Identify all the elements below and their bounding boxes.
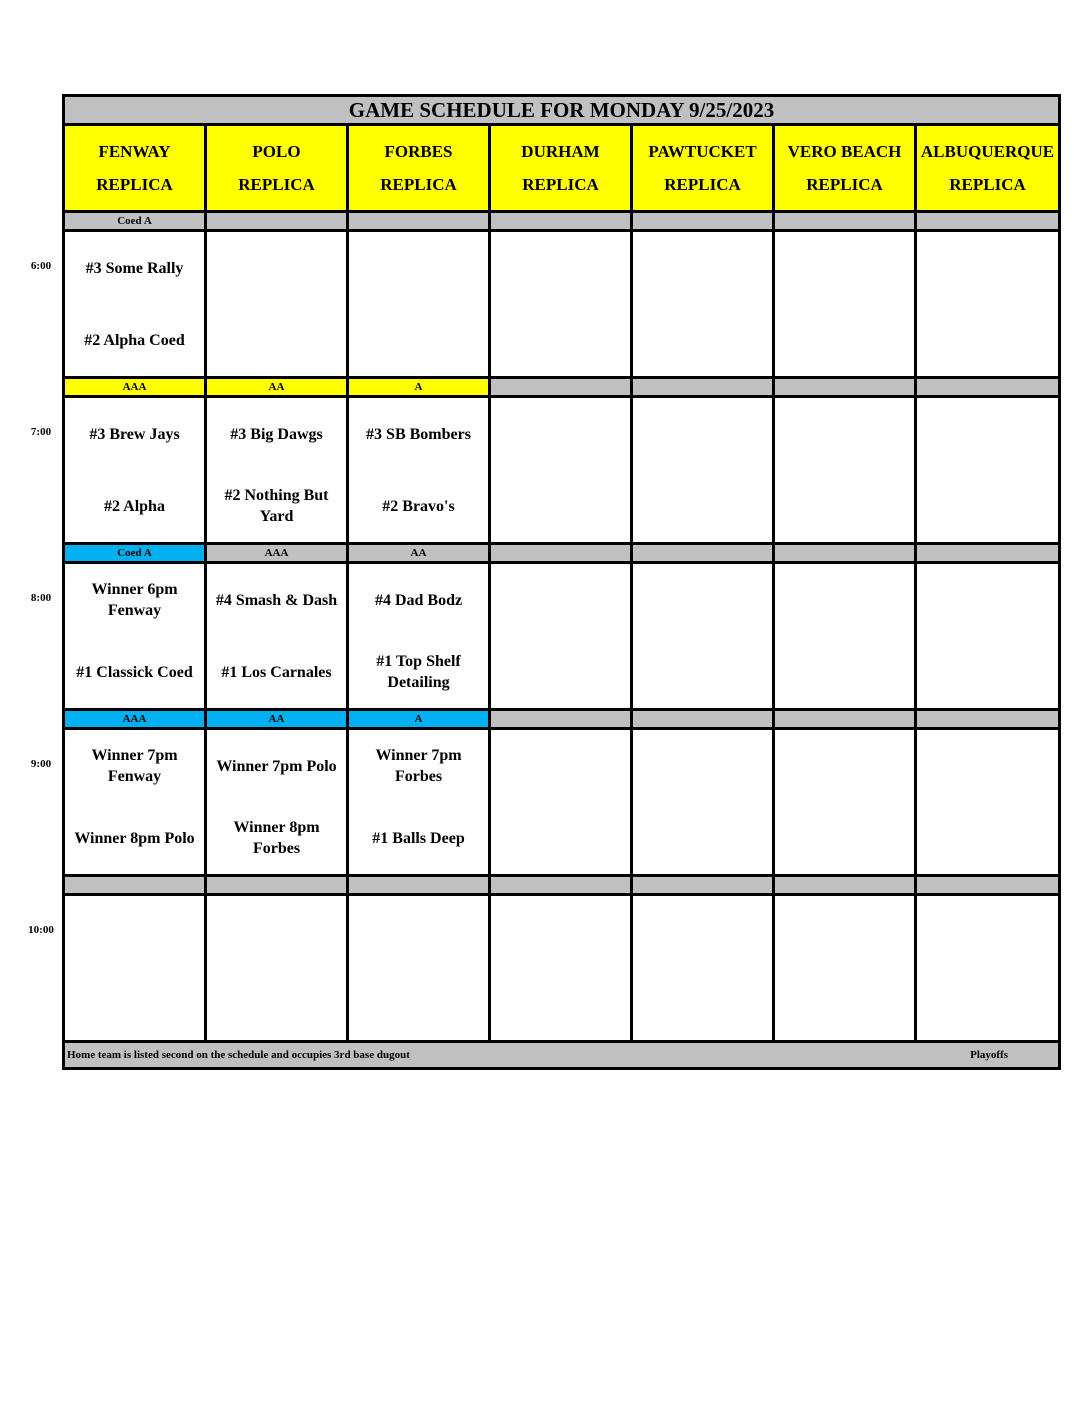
home-team	[209, 304, 344, 376]
division-label: A	[348, 378, 490, 397]
field-header	[490, 125, 632, 212]
home-team: #1 Balls Deep	[372, 829, 465, 847]
game-cell	[916, 563, 1060, 710]
field-type: REPLICA	[380, 175, 457, 194]
home-team	[493, 968, 628, 1040]
home-team	[635, 304, 770, 376]
division-row	[64, 378, 1060, 397]
home-team	[493, 470, 628, 542]
home-team	[635, 968, 770, 1040]
division-row	[64, 876, 1060, 895]
home-team	[777, 968, 912, 1040]
division-label: AAA	[206, 544, 348, 563]
division-label	[490, 544, 632, 563]
away-team	[209, 896, 344, 968]
division-label: AAA	[64, 710, 206, 729]
game-row	[64, 397, 1060, 544]
game-cell	[774, 231, 916, 378]
game-cell	[206, 563, 348, 710]
division-label	[774, 212, 916, 231]
division-label	[916, 378, 1060, 397]
division-label	[206, 876, 348, 895]
game-cell	[64, 397, 206, 544]
away-team	[919, 564, 1056, 636]
home-team: Winner 8pm Forbes	[233, 819, 320, 857]
field-header	[632, 125, 774, 212]
field-header-row	[64, 125, 1060, 212]
game-cell	[348, 231, 490, 378]
division-label	[774, 876, 916, 895]
home-team	[351, 968, 486, 1040]
field-type: REPLICA	[664, 175, 741, 194]
game-cell	[916, 729, 1060, 876]
game-row	[64, 563, 1060, 710]
home-team	[635, 802, 770, 874]
field-header	[64, 125, 206, 212]
game-cell	[206, 397, 348, 544]
home-team	[493, 304, 628, 376]
division-label	[632, 212, 774, 231]
division-label: A	[348, 710, 490, 729]
time-slot-label: 8:00	[30, 592, 52, 605]
division-label	[632, 378, 774, 397]
home-team	[635, 636, 770, 708]
game-cell	[348, 563, 490, 710]
game-cell	[206, 729, 348, 876]
away-team	[919, 730, 1056, 802]
game-cell	[490, 397, 632, 544]
game-cell	[774, 895, 916, 1042]
home-team	[919, 470, 1056, 542]
footer-note: Home team is listed second on the schedule and occupies 3rd base dugout	[67, 1049, 410, 1061]
home-team	[777, 636, 912, 708]
away-team: #4 Smash & Dash	[215, 591, 338, 609]
away-team	[635, 398, 770, 470]
away-team	[635, 896, 770, 968]
game-cell	[490, 729, 632, 876]
game-cell	[774, 729, 916, 876]
away-team: #4 Dad Bodz	[374, 591, 463, 609]
home-team	[919, 636, 1056, 708]
home-team	[635, 470, 770, 542]
game-cell	[206, 231, 348, 378]
division-label	[774, 544, 916, 563]
game-cell	[64, 895, 206, 1042]
schedule-title: GAME SCHEDULE FOR MONDAY 9/25/2023	[64, 96, 1060, 125]
away-team	[919, 398, 1056, 470]
away-team	[493, 398, 628, 470]
field-type: REPLICA	[238, 175, 315, 194]
division-label	[774, 378, 916, 397]
division-label: Coed A	[64, 544, 206, 563]
game-cell	[774, 563, 916, 710]
division-label: AA	[206, 378, 348, 397]
field-name: PAWTUCKET	[648, 142, 757, 161]
away-team	[209, 232, 344, 304]
away-team	[493, 896, 628, 968]
division-label	[916, 212, 1060, 231]
division-row	[64, 710, 1060, 729]
home-team	[493, 802, 628, 874]
title-row	[64, 96, 1060, 125]
game-cell	[348, 729, 490, 876]
home-team	[777, 470, 912, 542]
away-team: Winner 7pm Forbes	[375, 747, 462, 785]
home-team: Winner 8pm Polo	[74, 829, 195, 847]
field-name: POLO	[252, 142, 301, 161]
game-row	[64, 729, 1060, 876]
division-label	[774, 710, 916, 729]
division-row	[64, 544, 1060, 563]
home-team: #2 Nothing But Yard	[224, 487, 329, 525]
home-team: #2 Alpha Coed	[84, 331, 185, 349]
game-cell	[348, 895, 490, 1042]
game-cell	[632, 563, 774, 710]
field-name: ALBUQUERQUE	[920, 142, 1055, 161]
away-team	[351, 896, 486, 968]
away-team	[493, 564, 628, 636]
division-label	[348, 876, 490, 895]
time-slot-label: 6:00	[30, 260, 52, 273]
field-name: VERO BEACH	[787, 142, 902, 161]
schedule-table	[62, 94, 1061, 1070]
away-team	[493, 232, 628, 304]
division-label	[632, 876, 774, 895]
division-label	[916, 710, 1060, 729]
time-slot-label: 7:00	[30, 426, 52, 439]
game-cell	[64, 231, 206, 378]
division-label: AA	[348, 544, 490, 563]
division-label	[916, 544, 1060, 563]
home-team	[919, 802, 1056, 874]
game-cell	[916, 397, 1060, 544]
game-cell	[206, 895, 348, 1042]
field-type: REPLICA	[806, 175, 883, 194]
field-name: FENWAY	[98, 142, 171, 161]
home-team	[919, 968, 1056, 1040]
away-team	[493, 730, 628, 802]
away-team: #3 SB Bombers	[366, 425, 471, 443]
time-slot-label: 9:00	[30, 758, 52, 771]
game-cell	[632, 895, 774, 1042]
away-team	[777, 896, 912, 968]
away-team	[919, 232, 1056, 304]
field-header	[206, 125, 348, 212]
division-label: AA	[206, 710, 348, 729]
field-type: REPLICA	[949, 175, 1026, 194]
division-row	[64, 212, 1060, 231]
away-team	[635, 564, 770, 636]
home-team	[67, 968, 202, 1040]
field-header	[916, 125, 1060, 212]
division-label	[206, 212, 348, 231]
home-team	[493, 636, 628, 708]
division-label	[64, 876, 206, 895]
away-team: #3 Big Dawgs	[230, 425, 323, 443]
footer-cell	[64, 1042, 1060, 1069]
game-cell	[632, 729, 774, 876]
game-cell	[64, 729, 206, 876]
away-team	[919, 896, 1056, 968]
footer-row	[64, 1042, 1060, 1069]
home-team: #1 Los Carnales	[221, 663, 332, 681]
home-team	[209, 968, 344, 1040]
time-slot-label: 10:00	[28, 924, 54, 937]
game-cell	[490, 563, 632, 710]
away-team	[777, 564, 912, 636]
away-team	[351, 232, 486, 304]
division-label	[490, 212, 632, 231]
game-cell	[632, 231, 774, 378]
game-cell	[916, 231, 1060, 378]
home-team: #1 Classick Coed	[76, 663, 193, 681]
division-label	[632, 710, 774, 729]
field-header	[774, 125, 916, 212]
division-label	[348, 212, 490, 231]
home-team	[777, 304, 912, 376]
field-header	[348, 125, 490, 212]
away-team: Winner 6pm Fenway	[91, 581, 178, 619]
away-team: #3 Brew Jays	[89, 425, 180, 443]
division-label	[490, 378, 632, 397]
game-cell	[774, 397, 916, 544]
away-team	[777, 232, 912, 304]
field-type: REPLICA	[96, 175, 173, 194]
away-team	[635, 730, 770, 802]
division-label: AAA	[64, 378, 206, 397]
footer-playoffs: Playoffs	[970, 1049, 1008, 1061]
game-cell	[490, 231, 632, 378]
away-team: #3 Some Rally	[85, 259, 184, 277]
home-team	[351, 304, 486, 376]
division-label	[916, 876, 1060, 895]
game-cell	[916, 895, 1060, 1042]
home-team	[919, 304, 1056, 376]
home-team: #2 Alpha	[104, 497, 165, 515]
game-row	[64, 231, 1060, 378]
away-team	[777, 398, 912, 470]
home-team: #2 Bravo's	[382, 497, 455, 515]
home-team: #1 Top Shelf Detailing	[376, 653, 461, 691]
game-cell	[348, 397, 490, 544]
away-team	[67, 896, 202, 968]
field-type: REPLICA	[522, 175, 599, 194]
division-label	[632, 544, 774, 563]
division-label	[490, 876, 632, 895]
away-team	[777, 730, 912, 802]
game-cell	[632, 397, 774, 544]
away-team: Winner 7pm Polo	[216, 757, 337, 775]
division-label: Coed A	[64, 212, 206, 231]
division-label	[490, 710, 632, 729]
home-team	[777, 802, 912, 874]
field-name: DURHAM	[521, 142, 600, 161]
field-name: FORBES	[384, 142, 453, 161]
away-team	[635, 232, 770, 304]
game-cell	[490, 895, 632, 1042]
game-cell	[64, 563, 206, 710]
game-row	[64, 895, 1060, 1042]
away-team: Winner 7pm Fenway	[91, 747, 178, 785]
